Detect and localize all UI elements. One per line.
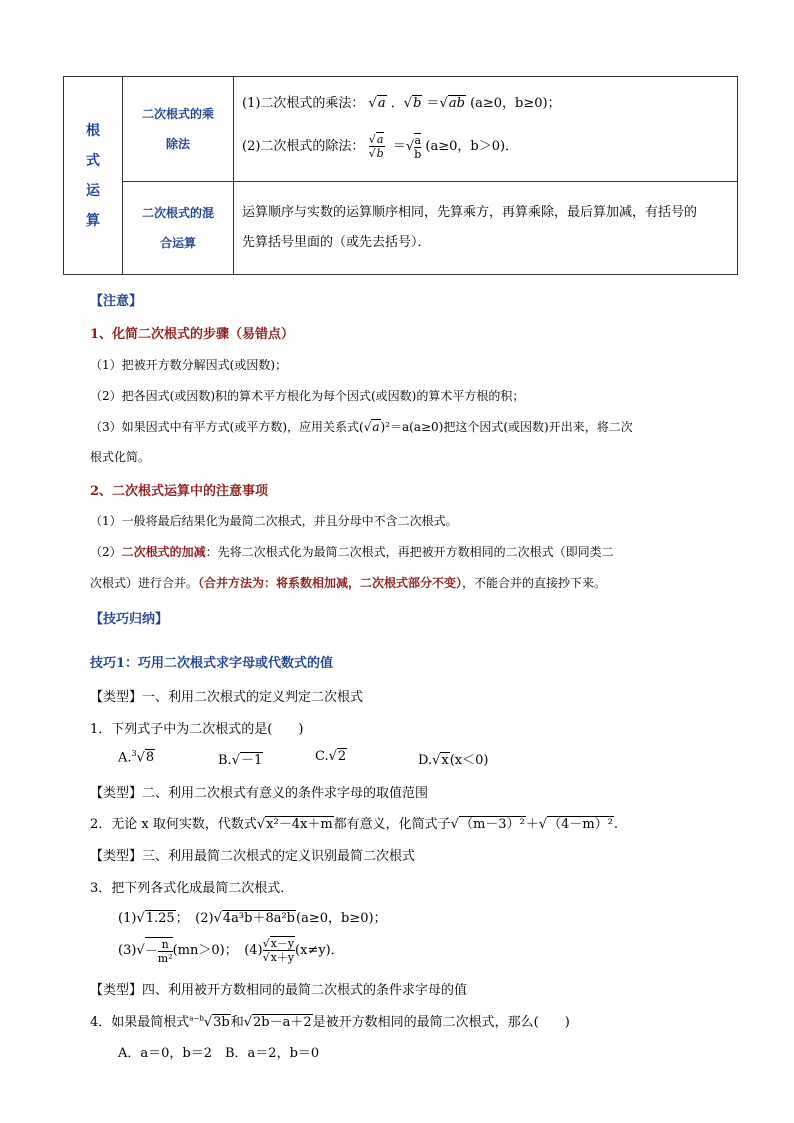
radicand: 1.25 — [145, 911, 175, 926]
option-label: C. — [315, 749, 329, 764]
multiplication-rule: (1)二次根式的乘法： √a ．√b ＝√ab (a≥0，b≥0)； — [242, 96, 561, 111]
radicand: 2 — [337, 749, 347, 764]
step-text: )²＝a(a≥0)把这个因式(或因数)开出来，将二次 — [380, 420, 633, 434]
fraction — [158, 938, 173, 965]
equals: ＝ — [426, 96, 440, 111]
division-rule: (2)二次根式的除法： $\frac{√a}{√b}$ ＝√ $\frac{a}{b}$ (a≥0，b＞0)． — [242, 133, 519, 161]
rule-label: (2)二次根式的除法： — [242, 139, 365, 154]
denominator: b — [376, 147, 384, 160]
radicand: x — [441, 753, 449, 768]
radicand: a — [377, 96, 386, 111]
q4-options: A．a＝0，b＝2 B．a＝2，b＝0 — [118, 1046, 320, 1061]
notice-step-2: （2）把各因式(或因数)积的算术平方根化为每个因式(或因数)的算术平方根的积； — [90, 389, 525, 403]
condition: (a≥0，b≥0)； — [470, 96, 561, 111]
item-label: (3) — [118, 943, 137, 958]
condition: (a≥0，b＞0)． — [425, 139, 519, 154]
row2-title-line: 合运算 — [159, 236, 196, 250]
tip-text: （2） — [90, 545, 122, 559]
category-cell — [64, 77, 123, 275]
denominator: m² — [157, 951, 173, 965]
dot: ． — [390, 96, 404, 111]
radicand: ab — [448, 96, 465, 111]
radicand: x²－4x＋m — [266, 817, 333, 832]
fraction — [414, 133, 421, 161]
item-label: (mn＞0)； (4) — [172, 943, 263, 958]
radicand: （4－m）² — [548, 817, 613, 832]
option-label: B. — [218, 753, 232, 768]
notice-tip-1: （1）一般将最后结果化为最简二次根式，并且分母中不含二次根式。 — [90, 514, 458, 528]
fraction: $\frac{√x-y}{√x+y}$ — [262, 937, 295, 964]
step-text: （3）如果因式中有平方式(或平方数)，应用关系式( — [90, 420, 364, 434]
radicand: 3b — [213, 1015, 230, 1030]
q1-option-a: A.$^3$√8 — [118, 749, 155, 766]
denominator: b — [414, 147, 422, 161]
question-3: 3．把下列各式化成最简二次根式． — [90, 881, 294, 896]
category-char: 式 — [86, 152, 100, 169]
category-char: 根 — [86, 122, 100, 139]
mixed-operation-text: 先算括号里面的（或先去括号）． — [242, 235, 431, 250]
type-2: 【类型】二、利用二次根式有意义的条件求字母的取值范围 — [90, 786, 429, 801]
row1-title-cell — [123, 77, 234, 182]
radicand: 8 — [145, 750, 155, 766]
mixed-operation-text: 运算顺序与实数的运算顺序相同，先算乘方，再算乘除，最后算加减，有括号的 — [242, 205, 698, 220]
tip-emphasis: （合并方法为：将系数相加减，二次根式部分不变） — [198, 576, 463, 590]
row2-title-line: 二次根式的混 — [141, 206, 214, 220]
notice-tip-2-cont — [90, 574, 606, 591]
notice-heading-1: 1、化简二次根式的步骤（易错点） — [90, 327, 295, 342]
tip-text: ：先将二次根式化为最简二次根式，再把被开方数相同的二次根式（即同类二 — [205, 545, 614, 559]
condition: (x＜0) — [449, 753, 489, 768]
item-label: (1) — [118, 911, 137, 926]
root-index: a−b — [189, 1014, 204, 1023]
notice-title: 【注意】 — [90, 294, 143, 309]
question-text: 都有意义，化简式子 — [333, 817, 451, 832]
plus: ＋ — [525, 817, 539, 832]
radical-operations-table — [63, 76, 738, 275]
condition: (a≥0，b≥0)； — [296, 911, 387, 926]
skill-1-heading: 技巧1：巧用二次根式求字母或代数式的值 — [90, 656, 334, 671]
question-text: 2．无论 x 取何实数，代数式 — [90, 817, 257, 832]
q3-items-3-4: (3)√－ $\frac{n}{\text{m²}}$ (mn＞0)； (4) $\frac{√x-y}{√x+y}$ (x≠y)． — [118, 937, 344, 965]
notice-step-3-cont: 根式化简。 — [90, 450, 151, 464]
numerator: a — [414, 133, 421, 147]
radicand: 2b－a＋2 — [253, 1015, 312, 1030]
tip-emphasis: 二次根式的加减 — [121, 545, 206, 559]
minus: － — [144, 943, 158, 959]
question-4: 4．如果最简根式$^{a-b}$√3b和√2b－a＋2是被开方数相同的最简二次根式，那么( ) — [90, 1014, 570, 1030]
q1-option-c: C.√2 — [315, 749, 347, 764]
numerator: x－y — [270, 937, 295, 950]
question-text: 和 — [230, 1015, 244, 1030]
item-label: ； (2) — [175, 911, 214, 926]
radicand: 4a³b＋8a²b — [222, 911, 296, 926]
row1-title-line: 除法 — [165, 137, 190, 151]
radicand: －1 — [240, 753, 263, 768]
radicand: a — [372, 420, 380, 434]
row2-title-cell — [123, 182, 234, 275]
row1-content-cell — [234, 77, 738, 182]
skills-title: 【技巧归纳】 — [90, 612, 169, 627]
numerator: n — [158, 938, 173, 952]
question-1: 1．下列式子中为二次根式的是( ) — [90, 722, 304, 737]
option-label: D. — [418, 753, 433, 768]
category-char: 运 — [86, 182, 100, 199]
radical-group — [145, 937, 173, 965]
question-2: 2．无论 x 取何实数，代数式√x²－4x＋m都有意义，化简式子√（m－3）²＋√（4－m）². — [90, 817, 619, 832]
tip-text: 次根式）进行合并。 — [90, 576, 199, 590]
numerator: a — [376, 133, 384, 146]
condition: (x≠y)． — [295, 943, 344, 958]
row1-title-line: 二次根式的乘 — [141, 107, 214, 121]
fraction: $\frac{√a}{√b}$ — [368, 133, 384, 160]
row2-content-cell — [234, 182, 738, 275]
q1-option-d: D.√x(x＜0) — [418, 753, 489, 768]
question-text: 4．如果最简根式 — [90, 1015, 190, 1030]
notice-tip-2 — [90, 543, 614, 560]
type-4: 【类型】四、利用被开方数相同的最简二次根式的条件求字母的值 — [90, 983, 468, 998]
notice-heading-2: 2、二次根式运算中的注意事项 — [90, 484, 269, 499]
q3-items-1-2: (1)√1.25； (2)√4a³b＋8a²b(a≥0，b≥0)； — [118, 911, 387, 926]
tip-text: ，不能合并的直接抄下来。 — [462, 576, 607, 590]
radicand: b — [413, 96, 422, 111]
question-text: 是被开方数相同的最简二次根式，那么( ) — [312, 1015, 570, 1030]
q1-option-b: B.√－1 — [218, 753, 263, 768]
option-label: A. — [118, 750, 132, 766]
type-1: 【类型】一、利用二次根式的定义判定二次根式 — [90, 690, 364, 705]
rule-label: (1)二次根式的乘法： — [242, 96, 365, 111]
category-char: 算 — [86, 212, 100, 229]
denominator: x＋y — [270, 951, 295, 964]
equals: ＝ — [392, 139, 406, 154]
type-3: 【类型】三、利用最简二次根式的定义识别最简二次根式 — [90, 849, 416, 864]
radicand: （m－3）² — [459, 817, 525, 832]
notice-step-3: （3）如果因式中有平方式(或平方数)，应用关系式(√a)²＝a(a≥0)把这个因式(或因数)开出来，将二次 — [90, 420, 633, 434]
notice-step-1: （1）把被开方数分解因式(或因数)； — [90, 358, 287, 372]
period: . — [613, 817, 619, 832]
